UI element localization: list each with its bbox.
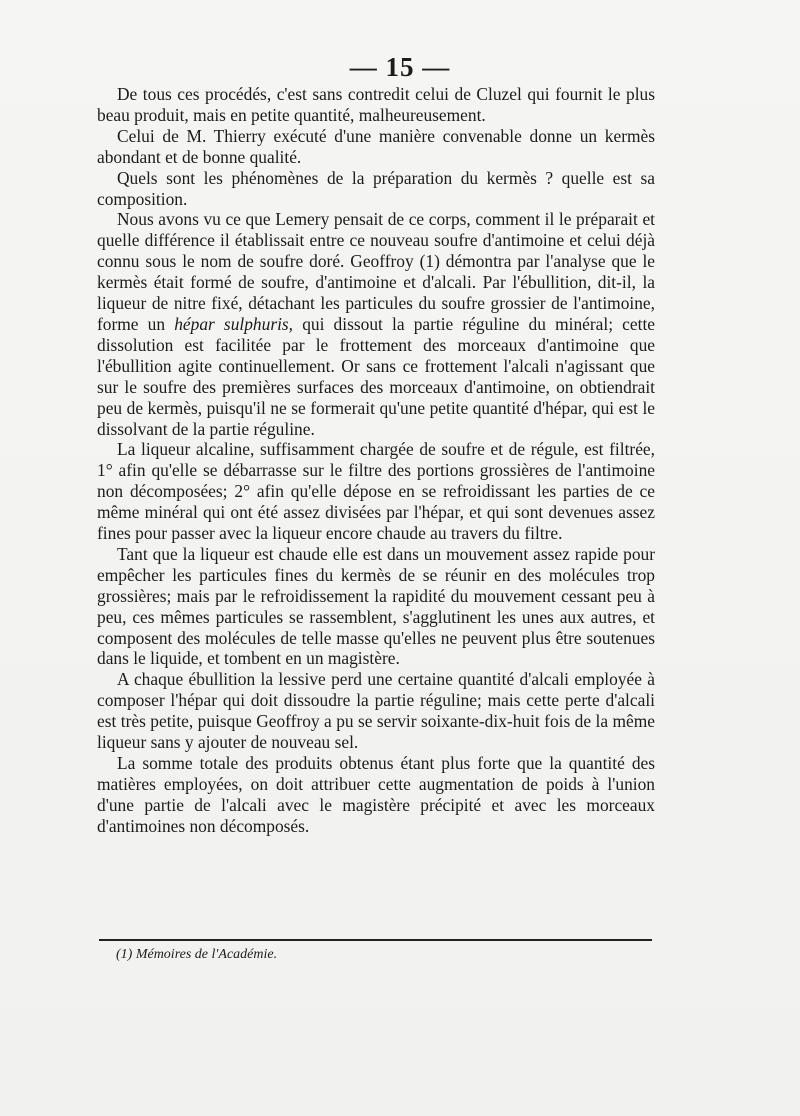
paragraph-6: Tant que la liqueur est chaude elle est dans un mouvement assez rapide pour empêcher les particules fines du kermès de se réunir en des molécules trop grossières; mais par le refroidissement la rapidité du mouvement cessant peu à peu, ces mêmes particules se rassemblent, s'agglutinent les unes aux autres, et composent des molécules de telle masse qu'elles ne peuvent plus être soutenues dans le liquide, et tombent en un magistère. (97, 543, 655, 669)
paragraph-4 (97, 209, 655, 439)
paragraph-8: La somme totale des produits obtenus étant plus forte que la quantité des matières employées, on doit attribuer cette augmentation de poids à l'union d'une partie de l'alcali avec le magistère précipité et avec les morceaux d'antimoines non décomposés. (97, 753, 655, 836)
paragraph-1: De tous ces procédés, c'est sans contredit celui de Cluzel qui fournit le plus beau produit, mais en petite quantité, malheureusement. (97, 84, 655, 125)
paragraph-4-part-1: Nous avons vu ce que Lemery pensait de ce corps, comment il le préparait et quelle différence il établissait entre ce nouveau soufre d'antimoine et celui déjà connu sous le nom de soufre doré. Geoffroy (1) démontra par l'analyse que le kermès était formé de soufre, d'antimoine et d'alcali. Par l'ébullition, dit-il, la liqueur de nitre fixé, détachant les particules du soufre grossier de l'antimoine, forme un (97, 209, 655, 334)
paragraph-2: Celui de M. Thierry exécuté d'une manière convenable donne un kermès abondant et de bonne qualité. (97, 125, 655, 167)
paragraph-7: A chaque ébullition la lessive perd une certaine quantité d'alcali employée à composer l'hépar qui doit dissoudre la partie réguline; mais cette perte d'alcali est très petite, puisque Geoffroy a pu se servir soixante-dix-huit fois de la même liqueur sans y ajouter de nouveau sel. (97, 669, 655, 753)
footnote: (1) Mémoires de l'Académie. (116, 947, 278, 962)
paragraph-5: La liqueur alcaline, suffisamment chargée de soufre et de régule, est filtrée, 1° afin qu'elle se débarrasse sur le filtre des portions grossières de l'antimoine non décomposées; 2° afin qu'elle dépose en se refroidissant les parties de ce même minéral qui ont été assez divisées par l'hépar, et qui sont devenues assez fines pour passer avec la liqueur encore chaude au travers du filtre. (97, 439, 655, 544)
paragraph-3: Quels sont les phénomènes de la préparation du kermès ? quelle est sa composition. (97, 167, 655, 209)
body-text (97, 84, 655, 837)
footnote-divider (99, 939, 652, 941)
paragraph-4-part-2: qui dissout la partie réguline du minéral; cette dissolution est facilitée par le frottement des morceaux d'antimoine que l'ébullition agite continuellement. Or sans ce frottement l'alcali n'agissant que sur le soufre des premières surfaces des morceaux d'antimoine, on obtiendrait peu de kermès, puisqu'il ne se formerait qu'une petite quantité d'hépar, qui est le dissolvant de la partie réguline. (97, 313, 655, 439)
page-number: — 15 — (349, 52, 451, 82)
hepar-sulphuris-term: hépar sulphuris, (174, 313, 294, 334)
